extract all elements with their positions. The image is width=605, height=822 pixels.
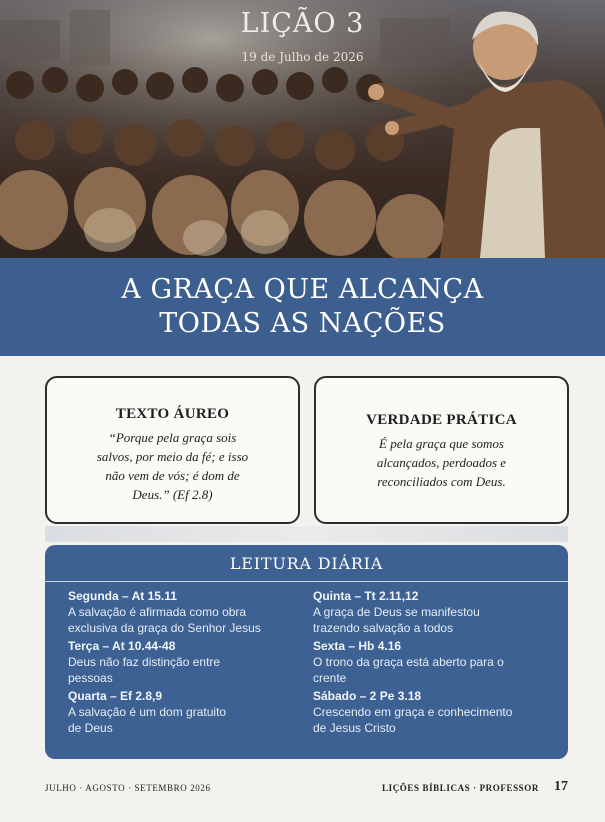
reading-desc-line: de Deus <box>68 721 113 735</box>
hero-illustration <box>0 0 605 258</box>
reading-desc-line: Deus não faz distinção entre <box>68 655 221 669</box>
golden-text-body <box>61 428 284 504</box>
lesson-title-band <box>0 258 605 356</box>
golden-text-heading: TEXTO ÁUREO <box>115 406 230 422</box>
golden-text-line: não vem de vós; é dom de <box>105 468 240 483</box>
practical-truth-line: reconciliados com Deus. <box>377 474 506 489</box>
footer-period: JULHO · AGOSTO · SETEMBRO 2026 <box>45 783 211 793</box>
reading-desc-line: Crescendo em graça e conhecimento <box>313 705 513 719</box>
reading-desc-line: A salvação é afirmada como obra <box>68 605 247 619</box>
lesson-title-line-2: TODAS AS NAÇÕES <box>159 308 446 339</box>
golden-text-box <box>45 376 300 524</box>
lesson-date: 19 de Julho de 2026 <box>241 50 364 64</box>
practical-truth-heading: VERDADE PRÁTICA <box>366 412 517 428</box>
reading-desc-line: A salvação é um dom gratuito <box>68 705 227 719</box>
reading-desc-line: A graça de Deus se manifestou <box>313 605 480 619</box>
reading-desc-line: exclusiva da graça do Senhor Jesus <box>68 621 261 635</box>
daily-reading-entry <box>313 589 553 636</box>
reading-desc-line: O trono da graça está aberto para o <box>313 655 504 669</box>
practical-truth-line: É pela graça que somos <box>379 436 504 451</box>
reading-day: Terça – At 10.44-48 <box>68 639 176 653</box>
reading-desc-line: crente <box>313 671 347 685</box>
daily-reading-heading: LEITURA DIÁRIA <box>45 545 568 582</box>
daily-reading-right-column <box>313 589 553 739</box>
practical-truth-box <box>314 376 569 524</box>
daily-reading-entry <box>68 689 308 736</box>
reading-day: Sexta – Hb 4.16 <box>313 639 402 653</box>
footer-publication: LIÇÕES BÍBLICAS · PROFESSOR <box>382 783 539 793</box>
reading-day: Quinta – Tt 2.11,12 <box>313 589 419 603</box>
lesson-title-line-1: A GRAÇA QUE ALCANÇA <box>121 274 484 305</box>
reading-day: Quarta – Ef 2.8,9 <box>68 689 163 703</box>
lesson-number: LIÇÃO 3 <box>240 8 365 39</box>
daily-reading-entry <box>313 639 553 686</box>
practical-truth-line: alcançados, perdoados e <box>376 455 507 470</box>
reading-desc-line: pessoas <box>68 671 113 685</box>
golden-text-line: Deus.” (Ef 2.8) <box>132 487 213 502</box>
daily-reading-entry <box>68 639 308 686</box>
daily-reading-panel <box>45 545 568 759</box>
golden-text-line: “Porque pela graça sois <box>108 430 237 445</box>
golden-text-line: salvos, por meio da fé; e isso <box>96 449 249 464</box>
reading-day: Segunda – At 15.11 <box>68 589 177 603</box>
page-number: 17 <box>554 779 568 794</box>
daily-reading-entry <box>313 689 553 736</box>
decorative-strip <box>45 526 568 542</box>
practical-truth-body <box>330 434 553 491</box>
reading-day: Sábado – 2 Pe 3.18 <box>313 689 422 703</box>
reading-desc-line: de Jesus Cristo <box>313 721 396 735</box>
reading-desc-line: trazendo salvação a todos <box>313 621 454 635</box>
daily-reading-left-column <box>68 589 308 739</box>
daily-reading-entry <box>68 589 308 636</box>
